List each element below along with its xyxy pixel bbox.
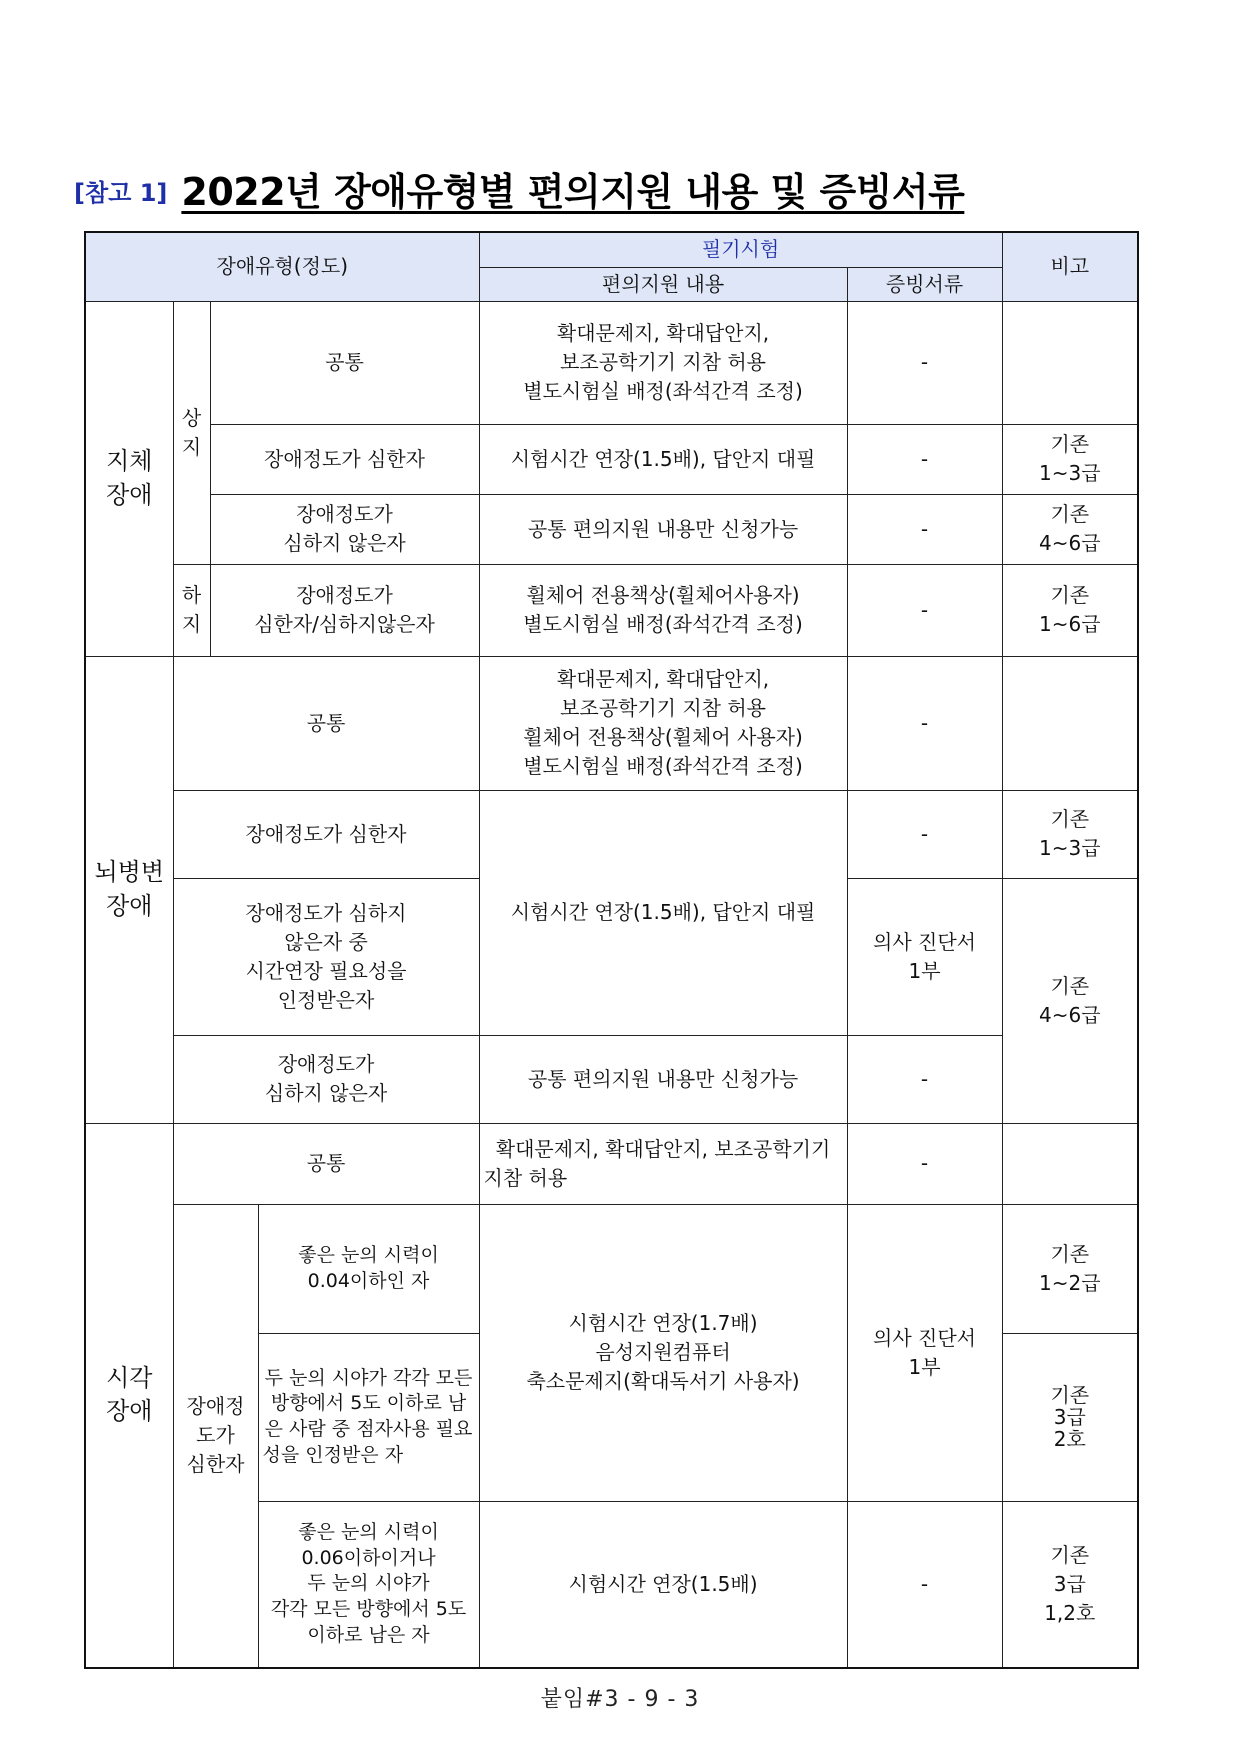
- docs-brain-severe: -: [847, 790, 1002, 878]
- docs-brain-recognized: 의사 진단서 1부: [847, 878, 1002, 1035]
- grade-brain-recognized: 장애정도가 심하지 않은자 중 시간연장 필요성을 인정받은자: [173, 878, 479, 1035]
- docs-visual-severe: 의사 진단서 1부: [847, 1204, 1002, 1501]
- note-physical-common: [1002, 301, 1138, 424]
- docs-visual-common: -: [847, 1123, 1002, 1204]
- support-physical-mild: 공통 편의지원 내용만 신청가능: [479, 494, 847, 564]
- grade-brain-mild: 장애정도가 심하지 않은자: [173, 1035, 479, 1123]
- support-physical-common: 확대문제지, 확대답안지, 보조공학기기 지참 허용 별도시험실 배정(좌석간격 조정): [479, 301, 847, 424]
- detail-visual-braille: 두 눈의 시야가 각각 모든 방향에서 5도 이하로 남은 사람 중 점자사용 필요성을 인정받은 자: [258, 1333, 479, 1501]
- page-title: 2022년 장애유형별 편의지원 내용 및 증빙서류: [181, 170, 965, 214]
- docs-physical-mild: -: [847, 494, 1002, 564]
- note-visual-common: [1002, 1123, 1138, 1204]
- header-support-content: 편의지원 내용: [479, 267, 847, 301]
- support-visual-severe: 시험시간 연장(1.7배) 음성지원컴퓨터 축소문제지(확대독서기 사용자): [479, 1204, 847, 1501]
- title-row: [74, 160, 964, 216]
- note-physical-lower: 기존 1~6급: [1002, 564, 1138, 656]
- subcategory-upper-limb: 상 지: [173, 301, 210, 564]
- support-brain-common: 확대문제지, 확대답안지, 보조공학기기 지참 허용 휠체어 전용책상(휠체어 사용자) 별도시험실 배정(좌석간격 조정): [479, 656, 847, 790]
- grade-physical-lower: 장애정도가 심한자/심하지않은자: [210, 564, 479, 656]
- grade-physical-severe: 장애정도가 심한자: [210, 424, 479, 494]
- docs-visual-acuity-006: -: [847, 1501, 1002, 1668]
- category-physical: 지체 장애: [85, 301, 173, 656]
- support-brain-extension: 시험시간 연장(1.5배), 답안지 대필: [479, 790, 847, 1035]
- support-physical-severe: 시험시간 연장(1.5배), 답안지 대필: [479, 424, 847, 494]
- docs-physical-common: -: [847, 301, 1002, 424]
- note-brain-common: [1002, 656, 1138, 790]
- detail-visual-acuity-006: 좋은 눈의 시력이 0.06이하이거나 두 눈의 시야가 각각 모든 방향에서 5도 이하로 남은 자: [258, 1501, 479, 1668]
- note-physical-mild: 기존 4~6급: [1002, 494, 1138, 564]
- category-visual: 시각 장애: [85, 1123, 173, 1668]
- note-brain-severe: 기존 1~3급: [1002, 790, 1138, 878]
- grade-visual-common: 공통: [173, 1123, 479, 1204]
- note-visual-acuity-006: 기존 3급 1,2호: [1002, 1501, 1138, 1668]
- note-physical-severe: 기존 1~3급: [1002, 424, 1138, 494]
- header-note: 비고: [1002, 232, 1138, 301]
- docs-physical-severe: -: [847, 424, 1002, 494]
- page-footer: 붙임#3 - 9 - 3: [540, 1687, 700, 1712]
- header-written-exam: 필기시험: [479, 232, 1002, 267]
- grade-brain-severe: 장애정도가 심한자: [173, 790, 479, 878]
- header-disability-type: 장애유형(정도): [85, 232, 479, 301]
- docs-physical-lower: -: [847, 564, 1002, 656]
- reference-tag: [참고 1]: [74, 179, 168, 207]
- docs-brain-mild: -: [847, 1035, 1002, 1123]
- support-visual-common: 확대문제지, 확대답안지, 보조공학기기 지참 허용: [479, 1123, 847, 1204]
- note-visual-acuity-004: 기존 1~2급: [1002, 1204, 1138, 1333]
- grade-physical-common: 공통: [210, 301, 479, 424]
- support-table: [84, 231, 1139, 1669]
- subcategory-lower-limb: 하 지: [173, 564, 210, 656]
- docs-brain-common: -: [847, 656, 1002, 790]
- support-brain-mild: 공통 편의지원 내용만 신청가능: [479, 1035, 847, 1123]
- grade-visual-severe: 장애정 도가 심한자: [173, 1204, 258, 1668]
- grade-physical-mild: 장애정도가 심하지 않은자: [210, 494, 479, 564]
- note-visual-braille: 기존 3급 2호: [1002, 1333, 1138, 1501]
- category-brain: 뇌병변 장애: [85, 656, 173, 1123]
- support-visual-acuity-006: 시험시간 연장(1.5배): [479, 1501, 847, 1668]
- grade-brain-common: 공통: [173, 656, 479, 790]
- detail-visual-acuity-004: 좋은 눈의 시력이 0.04이하인 자: [258, 1204, 479, 1333]
- note-brain-mild: 기존 4~6급: [1002, 878, 1138, 1123]
- support-physical-lower: 휠체어 전용책상(휠체어사용자) 별도시험실 배정(좌석간격 조정): [479, 564, 847, 656]
- header-documents: 증빙서류: [847, 267, 1002, 301]
